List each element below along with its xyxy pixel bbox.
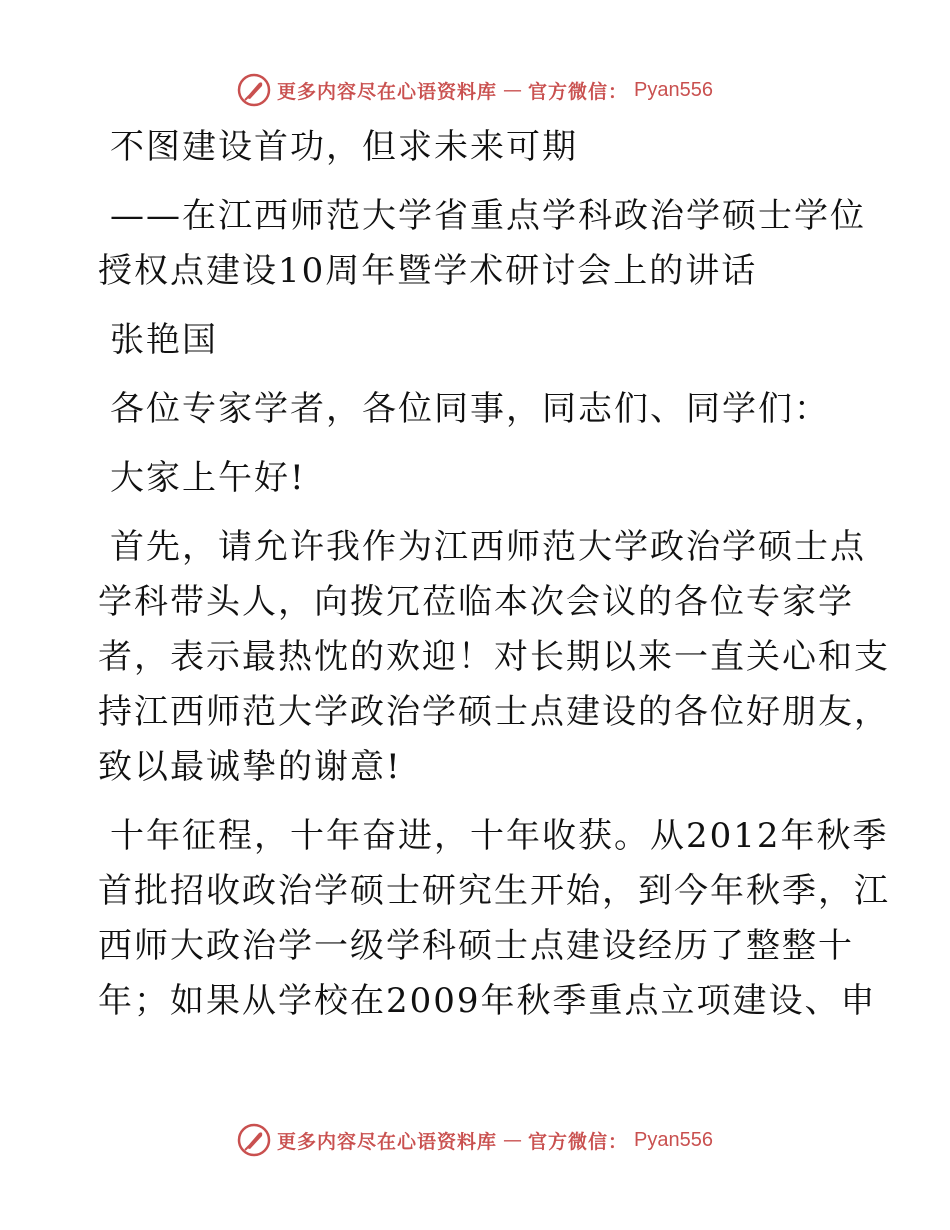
paragraph-2-line: 西师大政治学一级学科硕士点建设经历了整整十 <box>98 926 854 966</box>
author-name: 张艳国 <box>110 320 218 360</box>
watermark-wechat-id: Pyan556 <box>634 1128 713 1151</box>
paragraph-2-line: 首批招收政治学硕士研究生开始，到今年秋季，江 <box>98 871 890 911</box>
salutation: 各位专家学者，各位同事，同志们、同学们： <box>110 389 830 429</box>
greeting: 大家上午好! <box>110 458 306 498</box>
subtitle-line-2: 授权点建设10周年暨学术研讨会上的讲话 <box>98 251 758 291</box>
watermark-separator: — <box>503 79 523 101</box>
watermark-brand: 更多内容尽在心语资料库 <box>277 80 498 103</box>
paragraph-1-line: 首先，请允许我作为江西师范大学政治学硕士点 <box>110 527 866 567</box>
watermark-label: 官方微信： <box>528 80 629 103</box>
watermark-wechat-id: Pyan556 <box>634 78 713 101</box>
paragraph-1 <box>98 520 890 795</box>
watermark-label: 官方微信： <box>528 1130 629 1153</box>
paragraph-1-line: 持江西师范大学政治学硕士点建设的各位好朋友， <box>98 692 890 732</box>
watermark-brand: 更多内容尽在心语资料库 <box>277 1130 498 1153</box>
header-watermark <box>0 70 950 110</box>
document-body <box>98 120 890 1029</box>
paragraph-1-line: 致以最诚挚的谢意! <box>98 747 402 787</box>
paragraph-1-line: 者，表示最热忱的欢迎！对长期以来一直关心和支 <box>98 637 890 677</box>
watermark-separator: — <box>503 1129 523 1151</box>
footer-watermark <box>0 1120 950 1160</box>
paragraph-2 <box>98 809 890 1029</box>
feather-pen-logo-icon <box>237 1123 271 1157</box>
paragraph-1-line: 学科带头人，向拨冗莅临本次会议的各位专家学 <box>98 582 854 622</box>
paragraph-2-line: 年；如果从学校在2009年秋季重点立项建设、申 <box>98 981 877 1021</box>
document-title: 不图建设首功，但求未来可期 <box>110 127 578 167</box>
feather-pen-logo-icon <box>237 73 271 107</box>
subtitle-line-1: ——在江西师范大学省重点学科政治学硕士学位 <box>110 196 866 236</box>
paragraph-2-line: 十年征程，十年奋进，十年收获。从2012年秋季 <box>110 816 889 856</box>
